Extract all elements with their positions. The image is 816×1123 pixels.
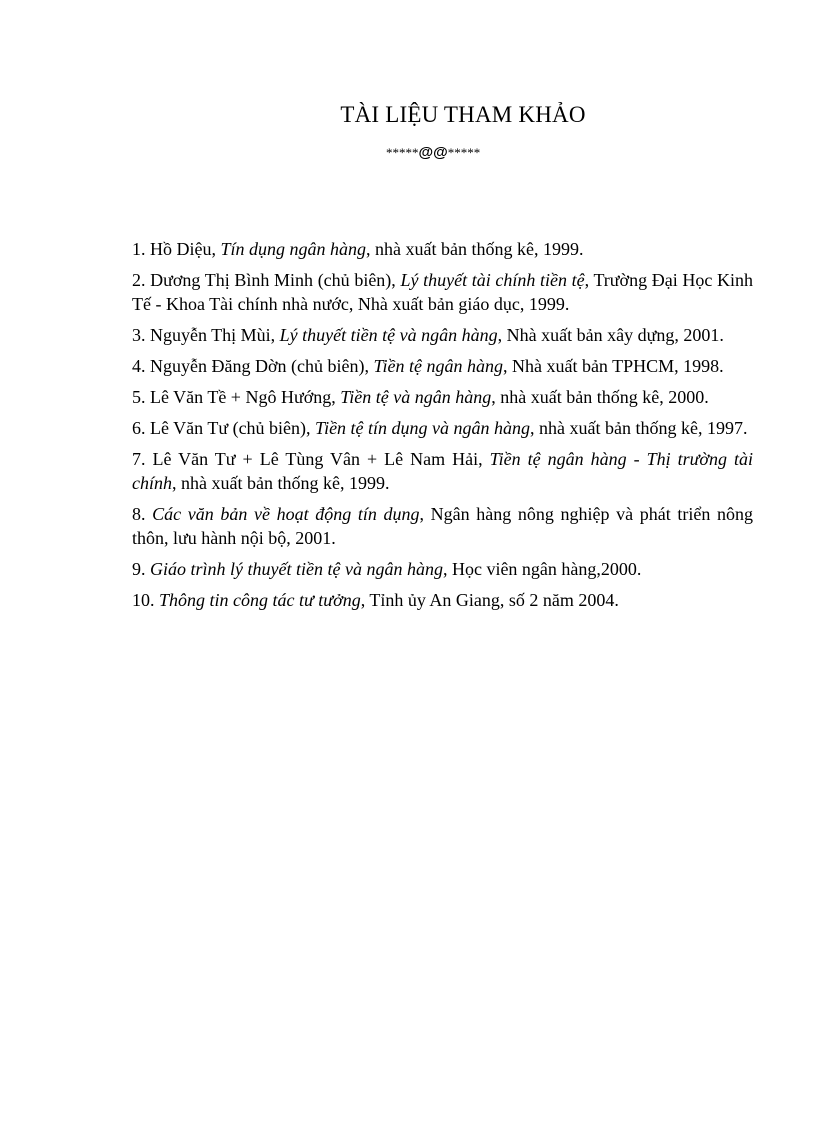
reference-item [132,588,753,612]
reference-item [132,323,753,347]
reference-title: Lý thuyết tài chính tiền tệ [400,270,585,290]
reference-title: Thông tin công tác tư tưởng [159,590,361,610]
reference-authors: Lê Văn Tề + Ngô Hướng, [150,387,341,407]
reference-item [132,502,753,550]
separator-at-signs: @@ [418,144,448,161]
reference-publisher: , Nhà xuất bản TPHCM, 1998. [502,356,724,376]
reference-title: Tín dụng ngân hàng [220,239,367,259]
reference-publisher: , nhà xuất bản thống kê, 1999. [366,239,584,259]
reference-item [132,237,753,261]
reference-authors: Lê Văn Tư + Lê Tùng Vân + Lê Nam Hải, [152,449,490,469]
reference-number: 3. [132,325,146,345]
reference-title: Tiền tệ ngân hàng - Thị trường tài chính [132,449,754,493]
reference-title: Các văn bản về hoạt động tín dụng [152,504,420,524]
reference-authors: Lê Văn Tư (chủ biên), [150,418,316,438]
reference-publisher: , Nhà xuất bản xây dựng, 2001. [497,325,724,345]
reference-number: 7. [132,449,146,469]
reference-publisher: , nhà xuất bản thống kê, 2000. [491,387,709,407]
reference-number: 1. [132,239,146,259]
reference-authors: Nguyễn Thị Mùi, [150,325,280,345]
reference-item [132,354,753,378]
reference-title: Giáo trình lý thuyết tiền tệ và ngân hàng [150,559,443,579]
reference-title: Tiền tệ ngân hàng [373,356,503,376]
reference-number: 8. [132,504,146,524]
reference-authors: Nguyễn Đăng Dờn (chủ biên), [150,356,374,376]
reference-title: Tiền tệ tín dụng và ngân hàng [315,418,531,438]
reference-publisher: , nhà xuất bản thống kê, 1999. [172,473,390,493]
reference-item [132,385,753,409]
reference-publisher: , nhà xuất bản thống kê, 1997. [530,418,748,438]
reference-item [132,416,753,440]
title-separator [386,144,480,161]
reference-number: 2. [132,270,146,290]
reference-item [132,557,753,581]
reference-number: 5. [132,387,146,407]
reference-publisher: , Trường Đại Học Kinh Tế - Khoa Tài chính nhà nước, Nhà xuất bản giáo dục, 1999. [132,270,753,314]
separator-stars-left: ***** [386,145,419,160]
reference-number: 10. [132,590,155,610]
reference-publisher: , Ngân hàng nông nghiệp và phát triển nông thôn, lưu hành nội bộ, 2001. [132,504,754,548]
reference-number: 9. [132,559,146,579]
reference-list [132,237,753,619]
reference-publisher: , Học viên ngân hàng,2000. [442,559,642,579]
reference-publisher: , Tỉnh ủy An Giang, số 2 năm 2004. [360,590,619,610]
reference-number: 6. [132,418,146,438]
reference-title: Lý thuyết tiền tệ và ngân hàng [279,325,498,345]
reference-title: Tiền tệ và ngân hàng [340,387,492,407]
reference-authors: Hồ Diệu, [150,239,221,259]
reference-item [132,447,753,495]
reference-item [132,268,753,316]
reference-authors: Dương Thị Bình Minh (chủ biên), [150,270,401,290]
page-title: TÀI LIỆU THAM KHẢO [340,102,586,127]
separator-stars-right: ***** [447,145,481,160]
reference-number: 4. [132,356,146,376]
